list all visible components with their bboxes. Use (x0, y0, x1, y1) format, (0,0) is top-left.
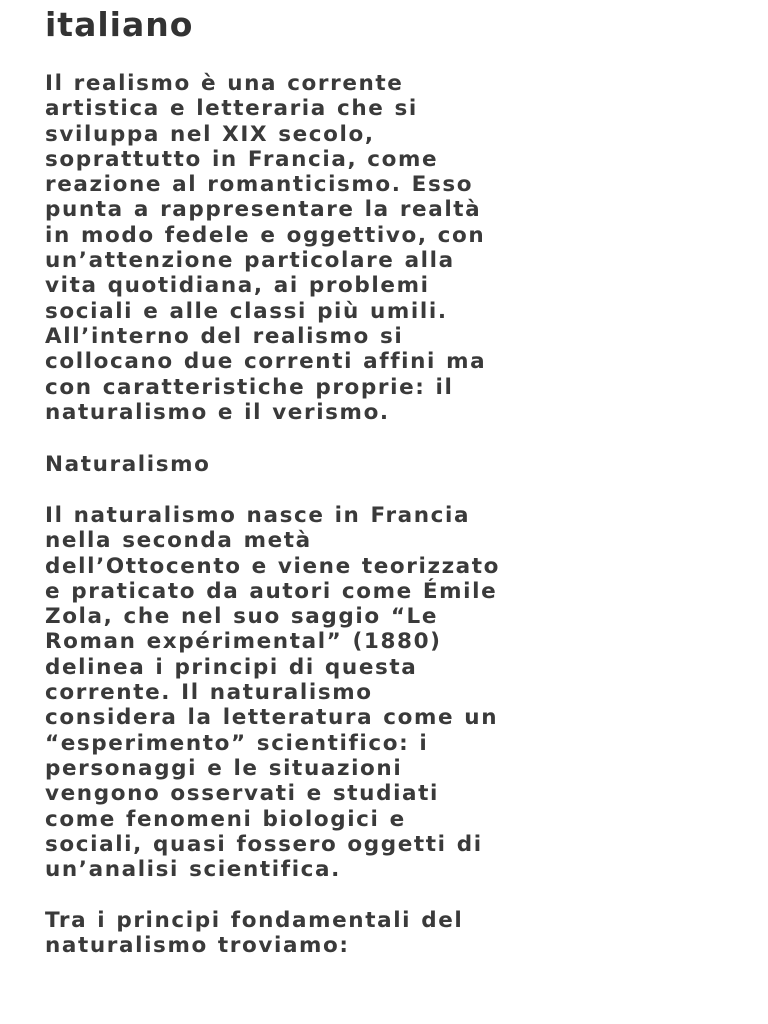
naturalismo-line: e praticato da autori come Émile (45, 578, 498, 604)
intro-line: sviluppa nel XIX secolo, (45, 121, 375, 147)
naturalismo-line: “esperimento” scientifico: i (45, 730, 429, 756)
intro-line: sociali e alle classi più umili. (45, 298, 448, 324)
naturalismo-line: sociali, quasi fossero oggetti di (45, 831, 483, 857)
naturalismo-line: Roman expérimental” (1880) (45, 629, 442, 655)
page-title: italiano (45, 5, 194, 44)
naturalismo-line: nella seconda metà (45, 528, 312, 554)
principles-paragraph (45, 908, 735, 959)
intro-line: vita quotidiana, ai problemi (45, 273, 430, 299)
naturalismo-line: considera la letteratura come un (45, 705, 499, 731)
naturalismo-line: delinea i principi di questa (45, 654, 418, 680)
principles-line: naturalismo troviamo: (45, 933, 350, 959)
naturalismo-paragraph (45, 503, 735, 882)
intro-line: reazione al romanticismo. Esso (45, 172, 474, 198)
intro-line: con caratteristiche proprie: il (45, 374, 454, 400)
naturalismo-line: corrente. Il naturalismo (45, 680, 373, 706)
naturalismo-line: dell’Ottocento e viene teorizzato (45, 553, 501, 579)
naturalismo-line: personaggi e le situazioni (45, 755, 403, 781)
intro-line: Il realismo è una corrente (45, 71, 404, 96)
principles-line: Tra i principi fondamentali del (45, 908, 464, 933)
intro-line: All’interno del realismo si (45, 323, 404, 349)
naturalismo-line: Zola, che nel suo saggio “Le (45, 604, 439, 630)
intro-line: punta a rappresentare la realtà (45, 197, 482, 223)
intro-line: artistica e letteraria che si (45, 96, 418, 122)
section-heading: Naturalismo (45, 452, 211, 477)
naturalismo-line: Il naturalismo nasce in Francia (45, 503, 471, 528)
intro-line: in modo fedele e oggettivo, con (45, 222, 486, 248)
naturalismo-line: come fenomeni biologici e (45, 806, 406, 832)
intro-paragraph (45, 71, 735, 425)
intro-line: un’attenzione particolare alla (45, 248, 455, 274)
naturalismo-line: un’analisi scientifica. (45, 857, 341, 883)
naturalismo-line: vengono osservati e studiati (45, 781, 439, 807)
intro-line: naturalismo e il verismo. (45, 399, 390, 425)
intro-line: soprattutto in Francia, come (45, 146, 439, 172)
intro-line: collocano due correnti affini ma (45, 349, 487, 375)
